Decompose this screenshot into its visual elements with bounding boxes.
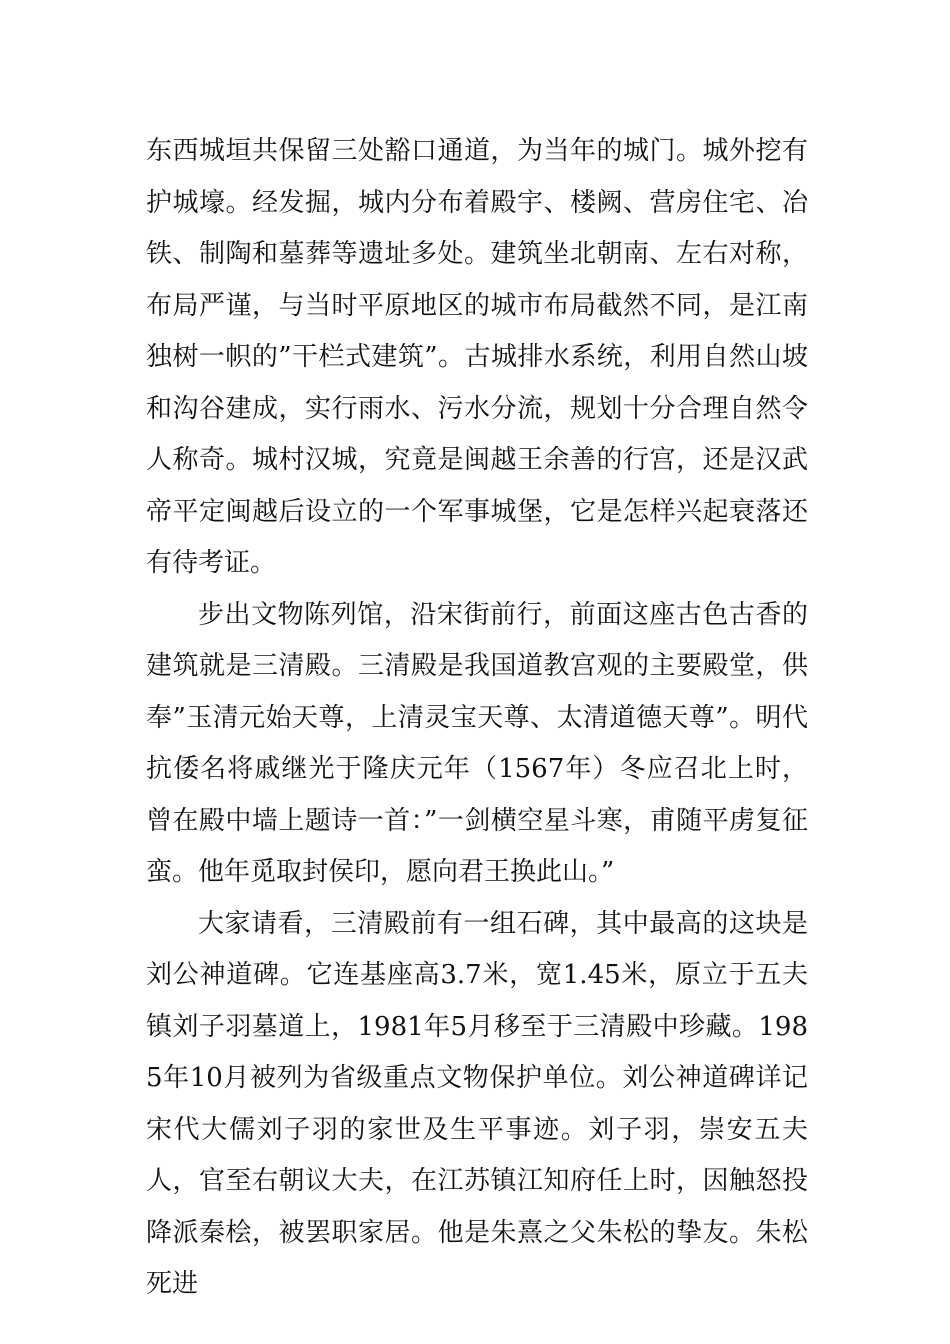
paragraph-1: 东西城垣共保留三处豁口通道，为当年的城门。城外挖有护城壕。经发掘，城内分布着殿宇、楼阙、营房住宅、冶铁、制陶和墓葬等遗址多处。建筑坐北朝南、左右对称，布局严谨，与当时平原地区的城市布局截然不同，是江南独树一帜的”干栏式建筑”。古城排水系统，利用自然山坡和沟谷建成，实行雨水、污水分流，规划十分合理自然令人称奇。城村汉城，究竟是闽越王余善的行宫，还是汉武帝平定闽越后设立的一个军事城堡，它是怎样兴起衰落还有待考证。 (146, 136, 808, 578)
paragraph-3: 大家请看，三清殿前有一组石碑，其中最高的这块是刘公神道碑。它连基座高3.7米，宽1.45米，原立于五夫镇刘子羽墓道上，1981年5月移至于三清殿中珍藏。1985年10月被列为省级重点文物保护单位。刘公神道碑详记宋代大儒刘子羽的家世及生平事迹。刘子羽，崇安五夫人，官至右朝议大夫，在江苏镇江知府任上时，因触怒投降派秦桧，被罢职家居。他是朱熹之父朱松的挚友。朱松死进 (146, 908, 808, 1299)
document-body (146, 126, 808, 1311)
paragraph-2: 步出文物陈列馆，沿宋街前行，前面这座古色古香的建筑就是三清殿。三清殿是我国道教宫观的主要殿堂，供奉”玉清元始天尊，上清灵宝天尊、太清道德天尊”。明代抗倭名将戚继光于隆庆元年（1567年）冬应召北上时，曾在殿中墙上题诗一首：”一剑横空星斗寒，甫随平虏复征蛮。他年觅取封侯印，愿向君王换此山。” (146, 599, 808, 887)
